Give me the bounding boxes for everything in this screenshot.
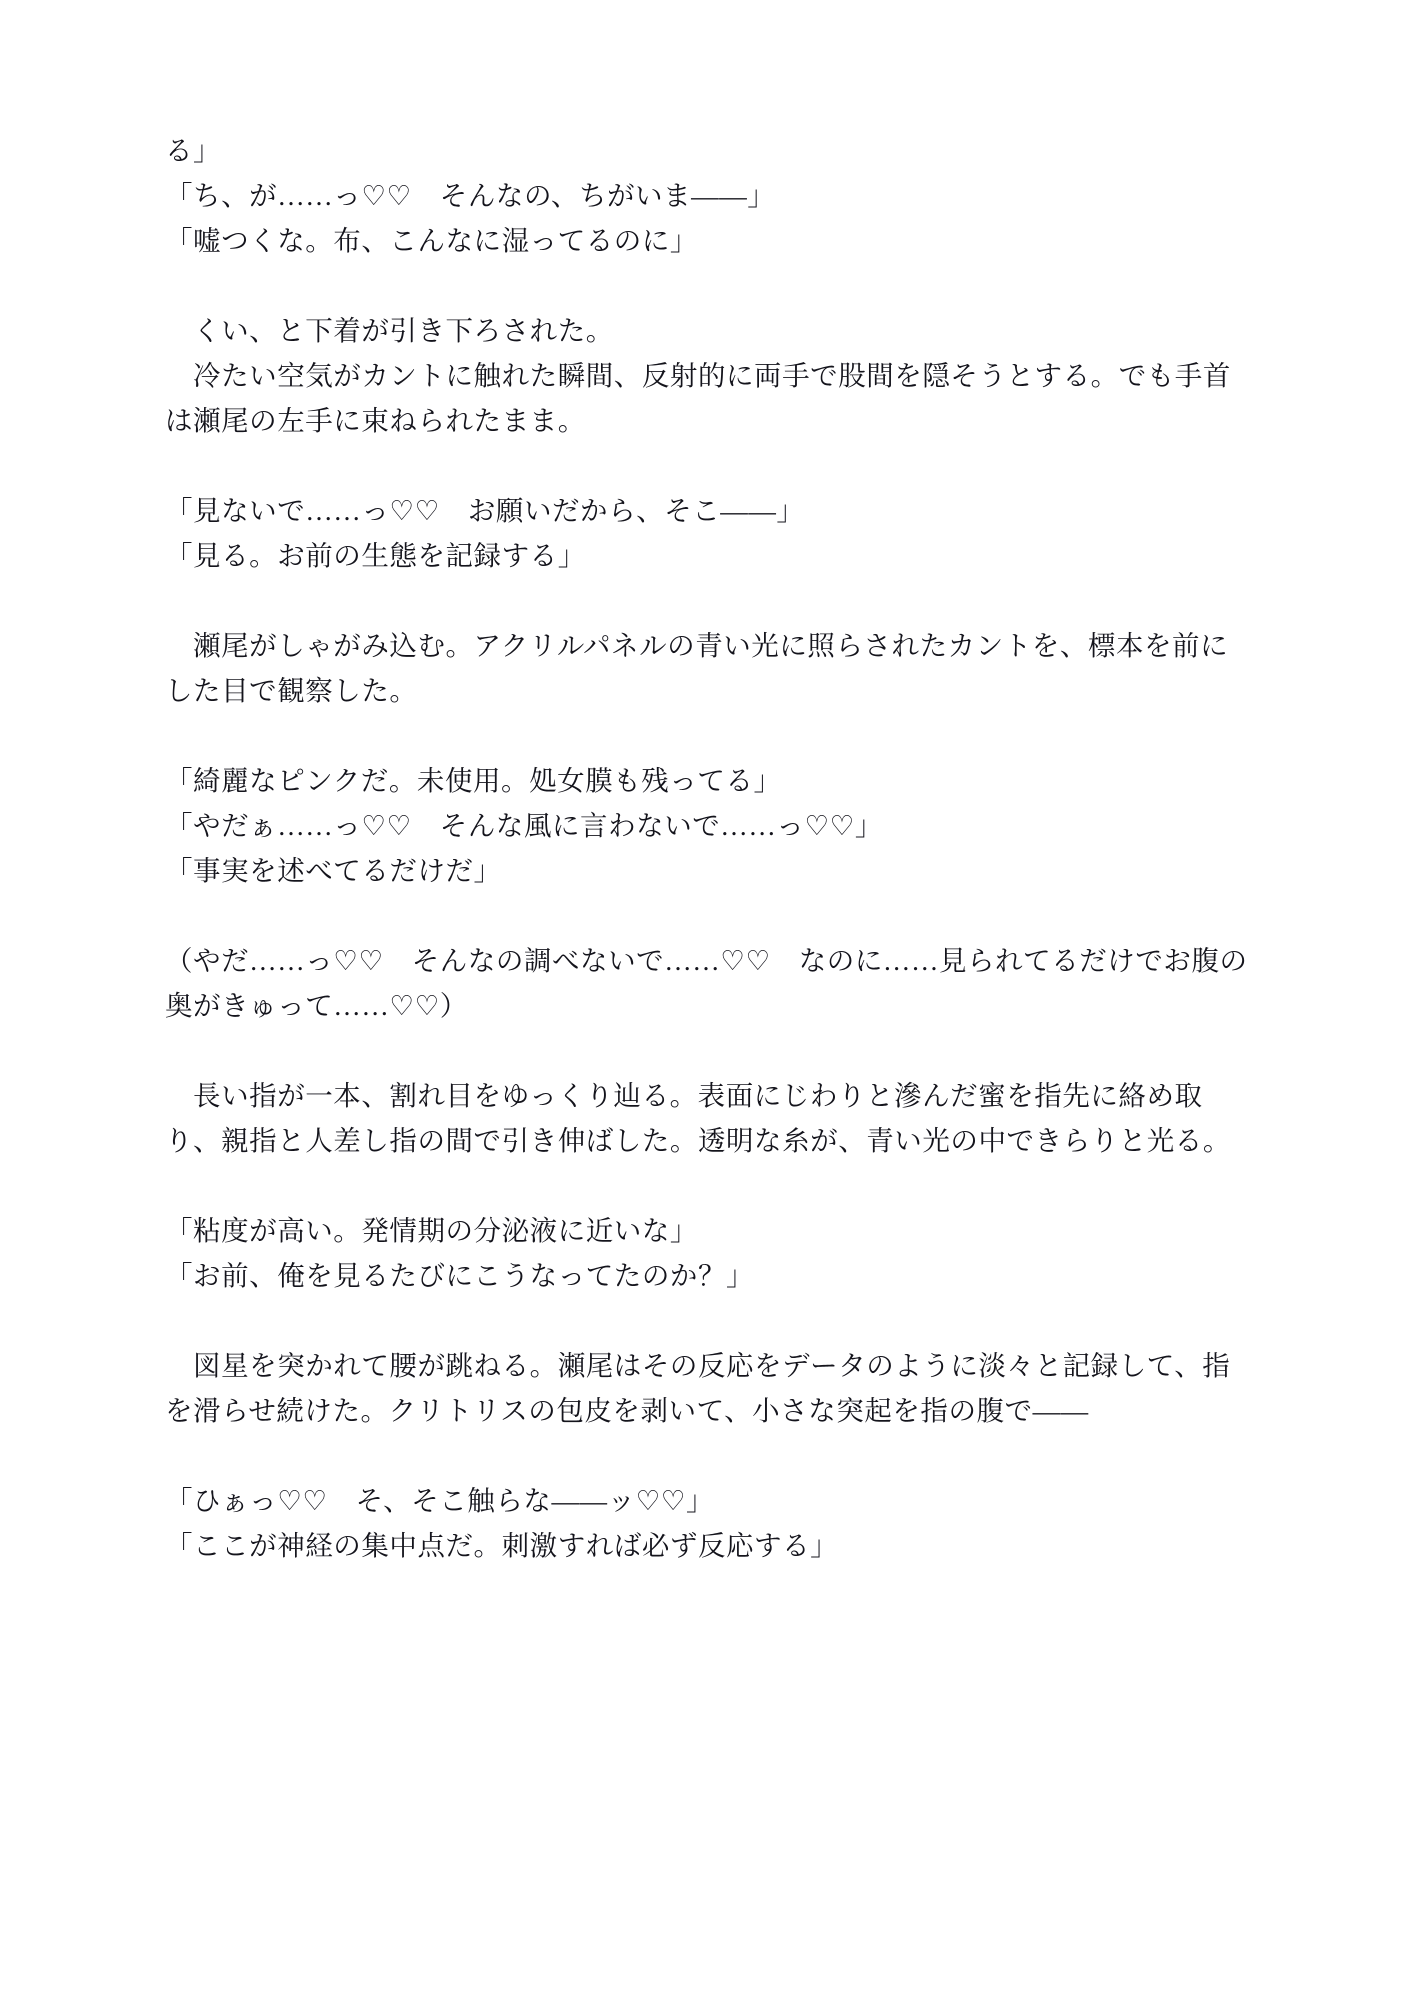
paragraph-spacer (165, 1163, 1250, 1208)
text-line: る」 (165, 135, 222, 166)
document-body (165, 128, 1250, 1568)
text-line: 「粘度が高い。発情期の分泌液に近いな」 (165, 1215, 698, 1246)
text-line: 長い指が一本、割れ目をゆっくり辿る。表面にじわりと滲んだ蜜を指先に絡め取り、親指と人差し指の間で引き伸ばした。透明な糸が、青い光の中できらりと光る。 (165, 1080, 1231, 1156)
paragraph-spacer (165, 263, 1250, 308)
text-line: （やだ……っ♡♡ そんなの調べないで……♡♡ なのに……見られてるだけでお腹の奥がきゅって……♡♡） (165, 945, 1248, 1021)
text-line: 「お前、俺を見るたびにこうなってたのか？」 (165, 1260, 755, 1291)
text-line: 「嘘つくな。布、こんなに湿ってるのに」 (165, 225, 698, 256)
paragraph-spacer (165, 713, 1250, 758)
text-line: 「見ないで……っ♡♡ お願いだから、そこ――」 (165, 495, 805, 526)
paragraph-spacer (165, 1028, 1250, 1073)
text-line: 「ち、が……っ♡♡ そんなの、ちがいま――」 (165, 180, 776, 211)
text-line: 図星を突かれて腰が跳ねる。瀬尾はその反応をデータのように淡々と記録して、指を滑らせ続けた。クリトリスの包皮を剥いて、小さな突起を指の腹で―― (165, 1350, 1231, 1426)
text-line: 冷たい空気がカントに触れた瞬間、反射的に両手で股間を隠そうとする。でも手首は瀬尾の左手に束ねられたまま。 (165, 360, 1231, 436)
text-line: くい、と下着が引き下ろされた。 (165, 315, 614, 346)
paragraph-spacer (165, 893, 1250, 938)
text-line: 「見る。お前の生態を記録する」 (165, 540, 586, 571)
text-line: 「ここが神経の集中点だ。刺激すれば必ず反応する」 (165, 1530, 839, 1561)
text-line: 瀬尾がしゃがみ込む。アクリルパネルの青い光に照らされたカントを、標本を前にした目で観察した。 (165, 630, 1229, 706)
text-line: 「綺麗なピンクだ。未使用。処女膜も残ってる」 (165, 765, 782, 796)
paragraph-spacer (165, 1298, 1250, 1343)
paragraph-spacer (165, 443, 1250, 488)
paragraph-spacer (165, 1433, 1250, 1478)
text-line: 「事実を述べてるだけだ」 (165, 855, 502, 886)
paragraph-spacer (165, 578, 1250, 623)
text-line: 「ひぁっ♡♡ そ、そこ触らな――ッ♡♡」 (165, 1485, 715, 1516)
text-line: 「やだぁ……っ♡♡ そんな風に言わないで……っ♡♡」 (165, 810, 883, 841)
